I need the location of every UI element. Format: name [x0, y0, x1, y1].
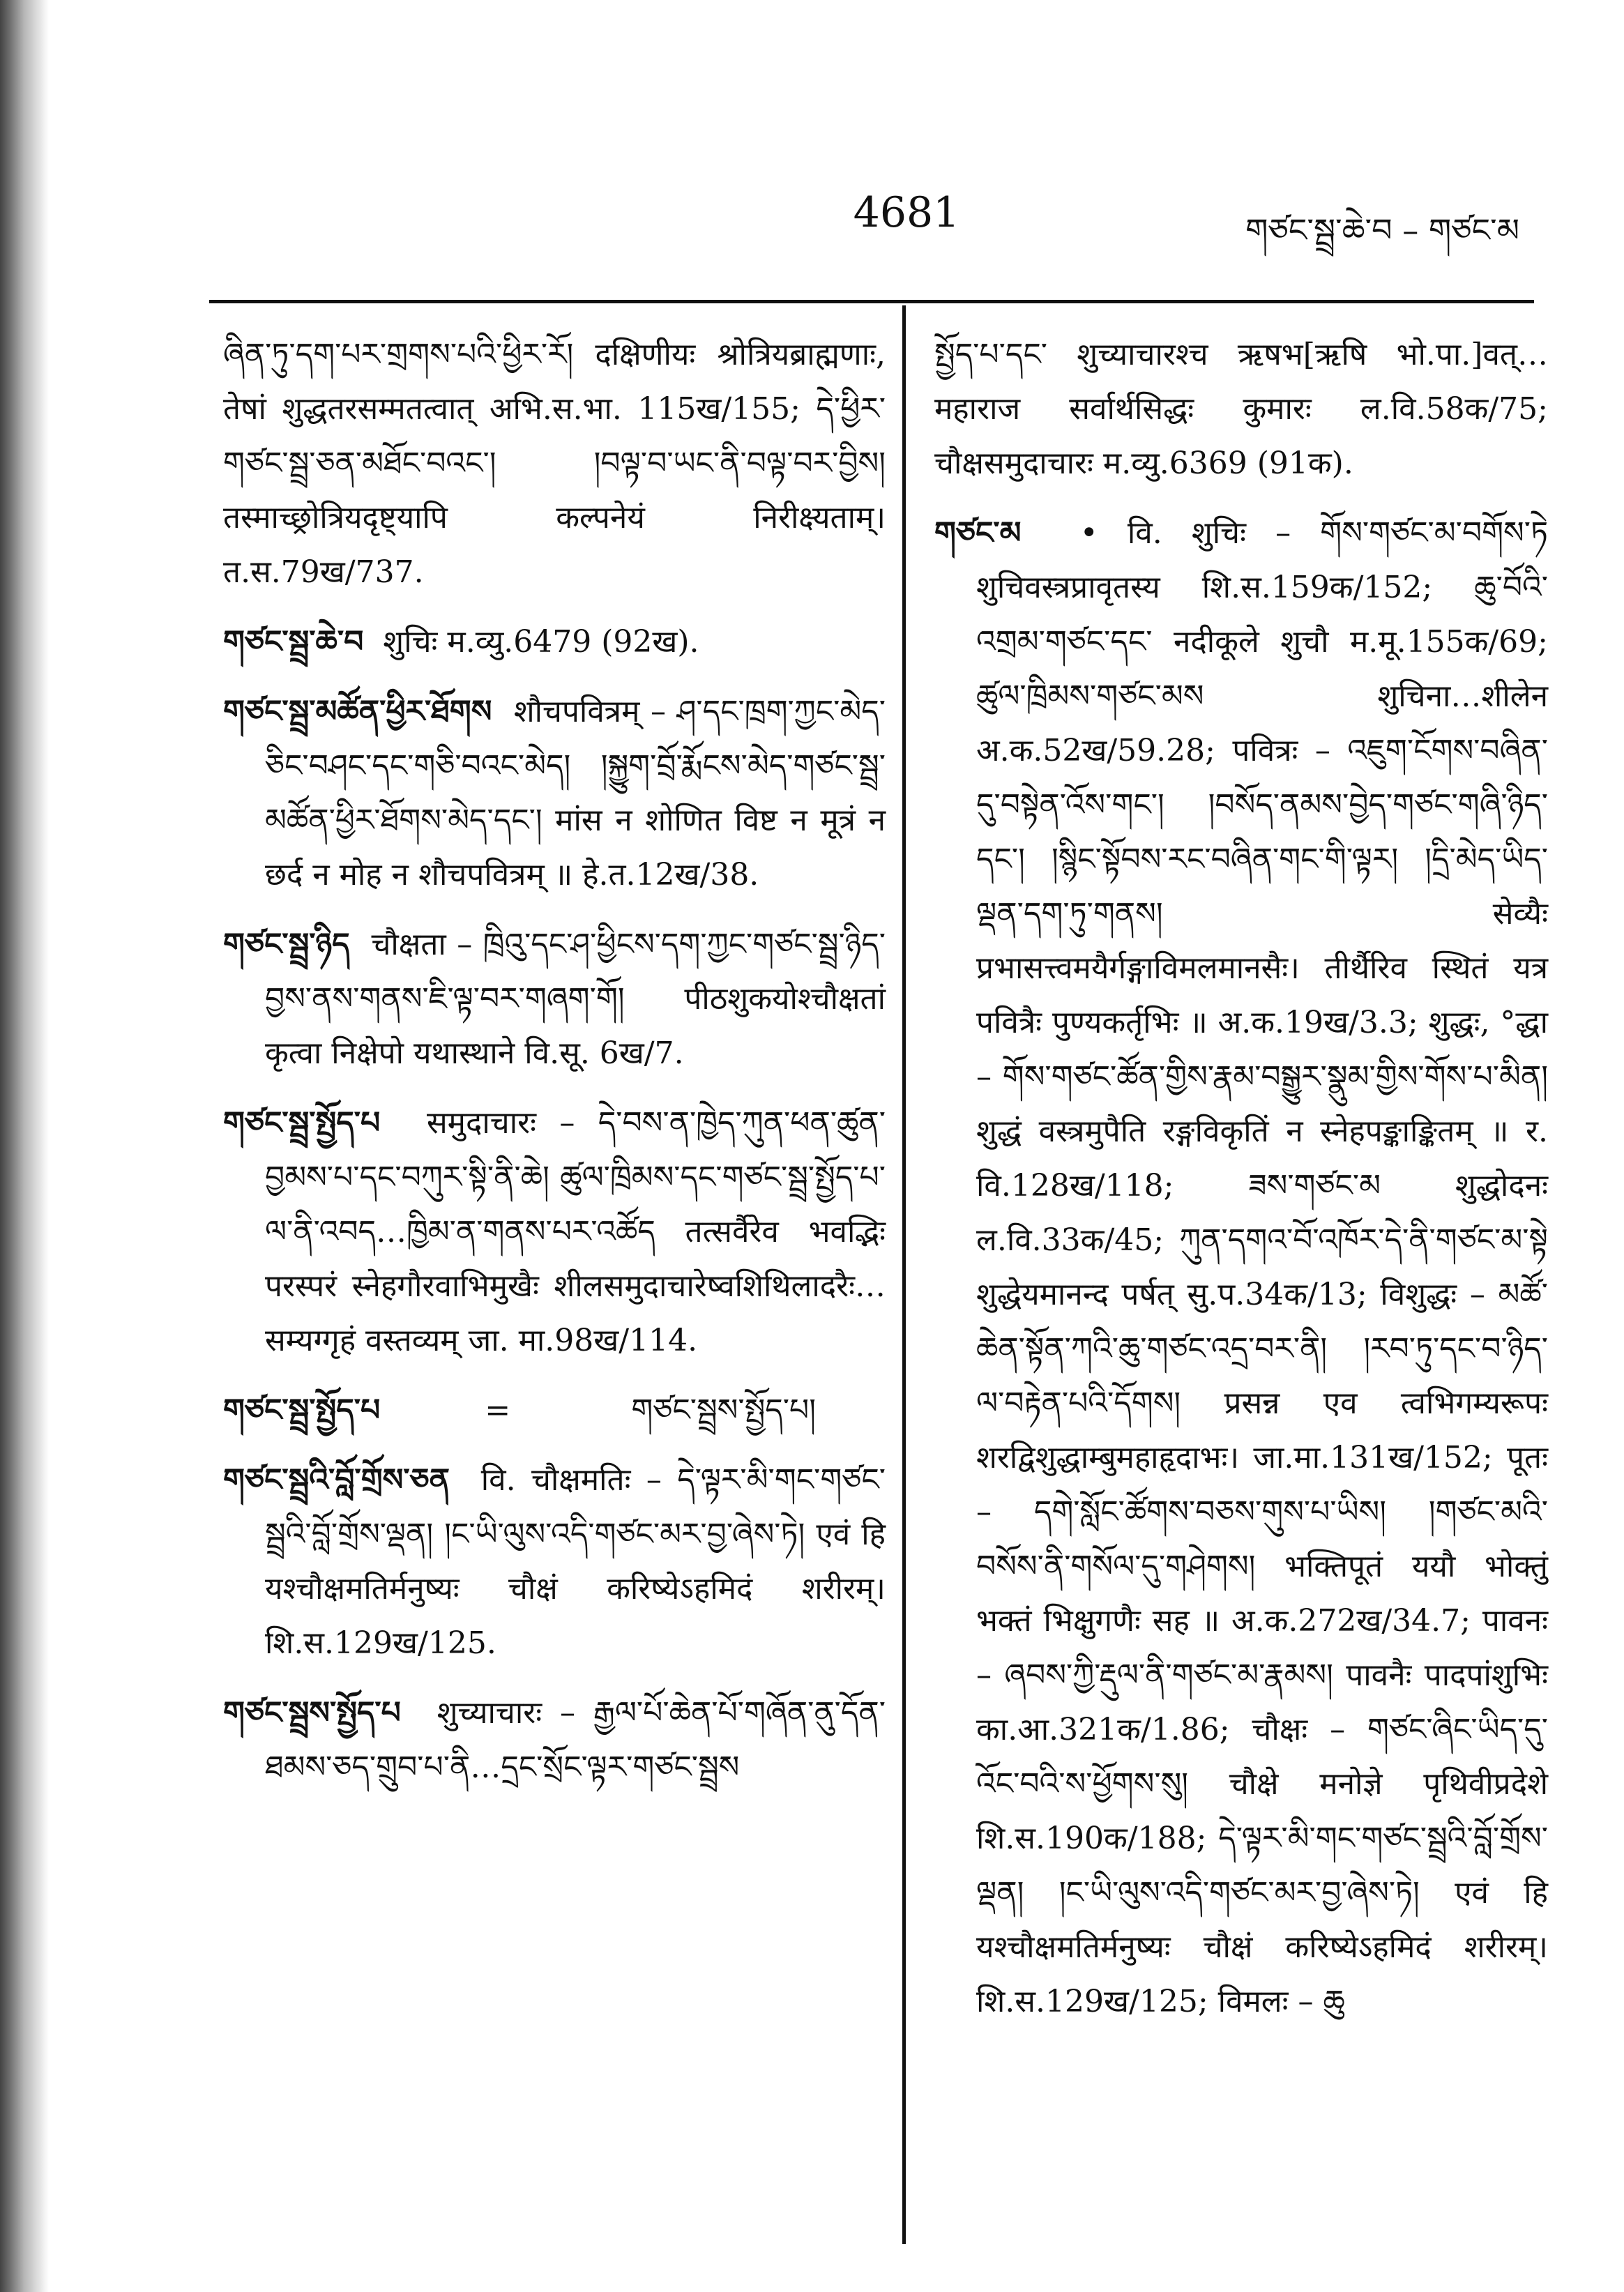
right-column	[934, 328, 1548, 2044]
entry-text: ཞིན་ཏུ་དག་པར་གྲགས་པའི་ཕྱིར་རོ། दक्षिणीयः श्रोत्रियब्राह्मणाः, तेषां शुद्धतरसम्मतत्वात् अभि.स.भा. 115ख/155; དེ་ཕྱིར་གཙང་སྦྲ་ཅན་མཐོང་བའང་། །བལྟ་བ་ཡང་ནི་བལྟ་བར་བྱིས། तस्माच्छ्रोत्रियदृष्ट्यापि कल्पनेयं निरीक्ष्यताम्। त.स.79ख/737.	[223, 337, 886, 590]
headword: གཙང་མ	[934, 515, 1022, 551]
entry-text: སྤྱོད་པ་དང་ शुच्याचारश्च ऋषभ[ऋषि भो.पा.]वत्… महाराज सर्वार्थसिद्धः कुमारः ल.वि.58क/75; चौक्षसमुदाचारः म.व्यु.6369 (91क).	[934, 337, 1548, 481]
cross-reference-entry: གཙང་སྦྲ་སྤྱོད་པ = གཙང་སྦྲས་སྤྱོད་པ།	[223, 1383, 886, 1438]
entry-text: चौक्षता – ཁྲིའུ་དང་ཤ་ཕྱིངས་དག་ཀྱང་གཙང་སྦྲ་ཉིད་བྱས་ནས་གནས་ཇི་ལྟ་བར་གཞག་གོ། पीठशुकयोश्चौक्षतां कृत्वा निक्षेपो यथास्थाने वि.सू. 6ख/7.	[265, 927, 886, 1071]
scan-edge-shadow	[0, 0, 49, 2292]
entry	[223, 615, 886, 669]
entry	[223, 1686, 886, 1795]
headword: གཙང་སྦྲ་མཚོན་ཕྱིར་ཐོགས	[223, 694, 492, 729]
entry-text: शौचपवित्रम् – ཤ་དང་ཁྲག་ཀྱང་མེད་ཅིང་བཤང་དང་གཅི་བའང་མེད། །སྐྱུག་བྲོ་རྨོངས་མེད་གཙང་སྦྲ་མཚོན་ཕྱིར་ཐོགས་མེད་དང་། मांस न शोणित विष्ट न मूत्रं न छर्द न मोह न शौचपवित्रम् ॥ हे.त.12ख/38.	[265, 694, 886, 893]
entry	[223, 918, 886, 1081]
entry	[223, 328, 886, 600]
running-head: གཙང་སྦྲ་ཆེ་བ – གཙང་མ	[1245, 211, 1519, 249]
headword: གཙང་སྦྲའི་བློ་གྲོས་ཅན	[223, 1462, 450, 1498]
entry-text: वि. चौक्षमतिः – དེ་ལྟར་མི་གང་གཙང་སྦྲའི་བློ་གྲོས་ལྡན། །ང་ཡི་ལུས་འདི་གཙང་མར་བྱ་ཞེས་ཏེ། एवं हि यश्चौक्षमतिर्मनुष्यः चौक्षं करिष्येऽहमिदं शरीरम्। शि.स.129ख/125.	[265, 1462, 886, 1661]
entry	[223, 685, 886, 902]
entry-text: གཙང་སྦྲས་སྤྱོད་པ།	[631, 1392, 816, 1428]
entry-text: शुच्याचारः – རྒྱལ་པོ་ཆེན་པོ་གཞོན་ནུ་དོན་ཐམས་ཅད་གྲུབ་པ་ནི…དྲང་སྲོང་ལྟར་གཙང་སྦྲས	[265, 1695, 886, 1785]
column-divider	[902, 305, 906, 2244]
headword: གཙང་སྦྲ་ཆེ་བ	[223, 624, 364, 660]
header-rule	[209, 300, 1534, 303]
entry	[223, 1096, 886, 1368]
page-number: 4681	[853, 188, 960, 237]
headword: གཙང་སྦྲས་སྤྱོད་པ	[223, 1695, 401, 1731]
headword: གཙང་སྦྲ་སྤྱོད་པ	[223, 1392, 381, 1428]
entry-text: समुदाचारः – དེ་བས་ན་ཁྱེད་ཀུན་ཕན་ཚུན་བྱམས་པ་དང་བཀུར་སྟི་ནི་ཆེ། ཚུལ་ཁྲིམས་དང་གཙང་སྦྲ་སྤྱོད་པ་ལ་ནི་འབད…ཁྱིམ་ན་གནས་པར་འཚོད तत्सर्वैरेव भवद्भिः परस्परं स्नेहगौरवाभिमुखैः शीलसमुदाचारेष्वशिथिलादरैः…सम्यग्गृहं वस्तव्यम् जा. मा.98ख/114.	[265, 1105, 886, 1358]
headword: གཙང་སྦྲ་སྤྱོད་པ	[223, 1105, 381, 1141]
entry-text: शुचिः म.व्यु.6479 (92ख).	[383, 624, 699, 660]
entry	[223, 1453, 886, 1671]
entry	[934, 506, 1548, 2029]
left-column	[223, 328, 886, 1810]
entry-text: • वि. शुचिः – གོས་གཙང་མ་བགོས་ཏེ शुचिवस्त्रप्रावृतस्य शि.स.159क/152; ཆུ་བོའི་འགྲམ་གཙང་དང་ नदीकूले शुचौ म.मू.155क/69; ཚུལ་ཁྲིམས་གཙང་མས शुचिना…शीलेन अ.क.52ख/59.28; पवित्रः – འཇུག་ངོགས་བཞིན་དུ་བསྟེན་འོས་གང་། །བསོད་ནམས་བྱེད་གཙང་གཞི་ཉིད་དང་། །སྙིང་སྟོབས་རང་བཞིན་གང་གི་ལྟར། །དྲི་མེད་ཡིད་ལྡན་དག་ཏུ་གནས། सेव्यैः प्रभासत्त्वमयैर्गङ्गाविमलमानसैः। तीर्थैरिव स्थितं यत्र पवित्रैः पुण्यकर्तृभिः ॥ अ.क.19ख/3.3; शुद्धः, °द्धा – གོས་གཙང་ཚོན་གྱིས་རྣམ་བསྒྱུར་སྣུམ་གྱིས་གོས་པ་མིན། शुद्धं वस्त्रमुपैति रङ्गविकृतिं न स्नेहपङ्काङ्कितम् ॥ र. वि.128ख/118; ཟས་གཙང་མ शुद्धोदनः ल.वि.33क/45; ཀུན་དགའ་བོ་འཁོར་དེ་ནི་གཙང་མ་སྟེ शुद्धेयमानन्द पर्षत् सु.प.34क/13; विशुद्धः – མཚོ་ཆེན་སྟོན་ཀའི་ཆུ་གཙང་འདྲ་བར་ནི། །རབ་ཏུ་དང་བ་ཉིད་ལ་བརྟེན་པའི་དོགས། प्रसन्न एव त्वभिगम्यरूपः शरद्विशुद्धाम्बुमहाहृदाभः। जा.मा.131ख/152; पूतः – དགེ་སློང་ཚོགས་བཅས་གུས་པ་ཡིས། །གཙང་མའི་བསོས་ནི་གསོལ་དུ་གཤེགས། भक्तिपूतं ययौ भोक्तुं भक्तं भिक्षुगणैः सह ॥ अ.क.272ख/34.7; पावनः – ཞབས་ཀྱི་རྡུལ་ནི་གཙང་མ་རྣམས། पावनैः पादपांशुभिः का.आ.321क/1.86; चौक्षः – གཙང་ཞིང་ཡིད་དུ་འོང་བའི་ས་ཕྱོགས་སུ། चौक्षे मनोज्ञे पृथिवीप्रदेशे शि.स.190क/188; དེ་ལྟར་མི་གང་གཙང་སྦྲའི་བློ་གྲོས་ལྡན། །ང་ཡི་ལུས་འདི་གཙང་མར་བྱ་ཞེས་ཏེ། एवं हि यश्चौक्षमतिर्मनुष्यः चौक्षं करिष्येऽहमिदं शरीरम्। शि.स.129ख/125; विमलः – ཆུ	[976, 515, 1548, 2019]
entry	[934, 328, 1548, 491]
headword: གཙང་སྦྲ་ཉིད	[223, 927, 350, 962]
